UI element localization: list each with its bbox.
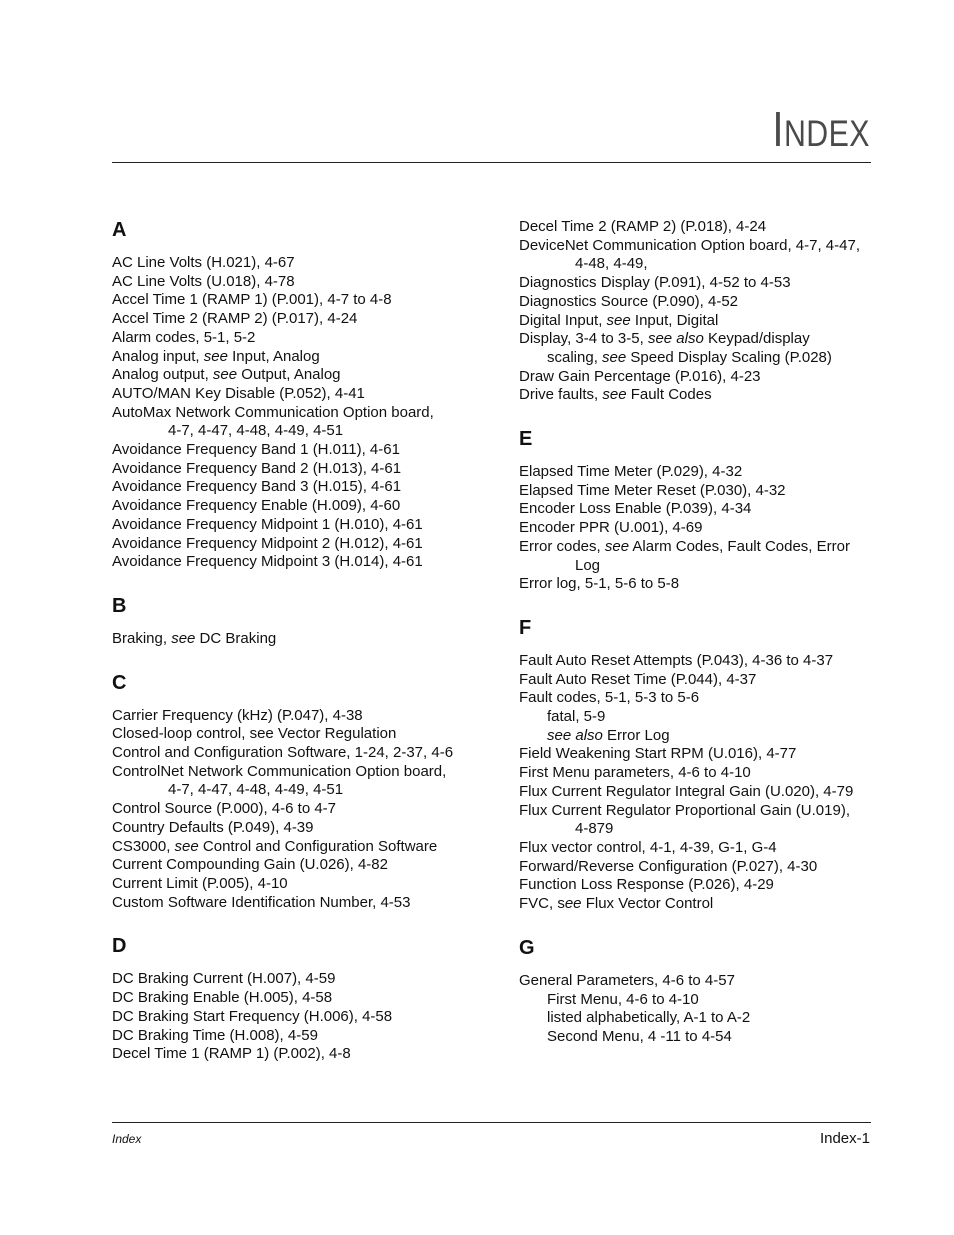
index-entry: Carrier Frequency (kHz) (P.047), 4-38: [112, 706, 363, 724]
index-entry: Function Loss Response (P.026), 4-29: [519, 876, 774, 894]
index-section-g: [519, 936, 889, 1047]
index-entry: General Parameters, 4-6 to 4-57: [519, 971, 735, 989]
index-subentry: Second Menu, 4 -11 to 4-54: [547, 1027, 732, 1045]
index-entry: Closed-loop control, see Vector Regulation: [112, 725, 397, 743]
index-entry: ControlNet Network Communication Option board, 4-7, 4-47, 4-48, 4-49, 4-51: [112, 762, 447, 799]
index-entry: Custom Software Identification Number, 4-53: [112, 893, 411, 911]
index-entry: AutoMax Network Communication Option board, 4-7, 4-47, 4-48, 4-49, 4-51: [112, 403, 434, 440]
index-entry: DeviceNet Communication Option board, 4-7, 4-47, 4-48, 4-49,: [519, 236, 861, 273]
index-entry: Forward/Reverse Configuration (P.027), 4-30: [519, 857, 818, 875]
index-entry: Avoidance Frequency Enable (H.009), 4-60: [112, 497, 401, 515]
page-number: Index-1: [819, 1130, 870, 1147]
index-entry: Error log, 5-1, 5-6 to 5-8: [519, 575, 680, 593]
index-entry: Accel Time 1 (RAMP 1) (P.001), 4-7 to 4-8: [112, 291, 392, 309]
index-section-a: [112, 218, 502, 572]
index-entry: DC Braking Start Frequency (H.006), 4-58: [112, 1007, 393, 1025]
index-entry: Avoidance Frequency Midpoint 1 (H.010), 4-61: [112, 515, 423, 533]
index-section-d: [112, 934, 502, 1064]
index-entry: Flux vector control, 4-1, 4-39, G-1, G-4: [519, 838, 777, 856]
index-entry: Flux Current Regulator Integral Gain (U.020), 4-79: [519, 782, 854, 800]
section-letter: G: [519, 936, 535, 959]
index-entry: Field Weakening Start RPM (U.016), 4-77: [519, 745, 797, 763]
index-entry: AC Line Volts (H.021), 4-67: [112, 254, 295, 271]
index-entry: Encoder PPR (U.001), 4-69: [519, 519, 703, 537]
index-entry: Current Limit (P.005), 4-10: [112, 874, 288, 892]
index-entry: AC Line Volts (U.018), 4-78: [112, 272, 295, 290]
footer-rule: [112, 1122, 871, 1123]
index-section-b: [112, 594, 502, 649]
index-entry: Draw Gain Percentage (P.016), 4-23: [519, 367, 761, 385]
index-entry: CS3000, see Control and Configuration Software: [112, 837, 438, 855]
index-subentry: see also Error Log: [547, 726, 670, 744]
index-entry: Control and Configuration Software, 1-24, 2-37, 4-6: [112, 744, 454, 762]
index-entry: Avoidance Frequency Band 3 (H.015), 4-61: [112, 478, 402, 496]
index-column-left: [112, 218, 502, 1086]
index-entry: Elapsed Time Meter Reset (P.030), 4-32: [519, 481, 786, 499]
index-section-c: [112, 671, 502, 913]
index-subentry: First Menu, 4-6 to 4-10: [547, 990, 699, 1008]
index-entry: Encoder Loss Enable (P.039), 4-34: [519, 500, 752, 518]
section-letter: B: [112, 594, 127, 617]
index-entry: Decel Time 2 (RAMP 2) (P.018), 4-24: [519, 218, 767, 235]
section-letter: D: [112, 935, 127, 958]
index-entry: FVC, see Flux Vector Control: [519, 895, 714, 913]
index-subentry: listed alphabetically, A-1 to A-2: [547, 1009, 751, 1027]
index-entry: Current Compounding Gain (U.026), 4-82: [112, 856, 388, 874]
index-section-f: [519, 616, 889, 914]
index-entry: Avoidance Frequency Band 2 (H.013), 4-61: [112, 459, 402, 477]
header-rule: [112, 162, 871, 163]
section-letter: C: [112, 671, 127, 694]
index-entry: Avoidance Frequency Band 1 (H.011), 4-61: [112, 441, 400, 459]
index-entry: DC Braking Enable (H.005), 4-58: [112, 989, 333, 1007]
index-entry: Control Source (P.000), 4-6 to 4-7: [112, 800, 337, 818]
index-entry: Analog input, see Input, Analog: [112, 347, 320, 365]
index-entry: Country Defaults (P.049), 4-39: [112, 818, 314, 836]
index-entry: Avoidance Frequency Midpoint 3 (H.014), 4-61: [112, 553, 423, 571]
index-entry: Fault codes, 5-1, 5-3 to 5-6: [519, 689, 700, 707]
index-entry: Accel Time 2 (RAMP 2) (P.017), 4-24: [112, 310, 358, 328]
section-letter: F: [519, 616, 532, 639]
index-entry: Drive faults, see Fault Codes: [519, 386, 712, 404]
footer-section-name: Index: [112, 1132, 142, 1146]
index-entry: Analog output, see Output, Analog: [112, 366, 341, 384]
index-entry: DC Braking Current (H.007), 4-59: [112, 970, 336, 988]
index-entry: Elapsed Time Meter (P.029), 4-32: [519, 463, 743, 481]
index-entry: Flux Current Regulator Proportional Gain (U.019), 4-879: [519, 801, 850, 838]
index-column-right: [519, 218, 889, 1069]
index-entry: Diagnostics Source (P.090), 4-52: [519, 292, 739, 310]
index-entry: DC Braking Time (H.008), 4-59: [112, 1026, 318, 1044]
index-section-d-continued: [519, 218, 889, 405]
index-subentry: fatal, 5-9: [547, 708, 606, 726]
page-title: INDEX: [772, 103, 870, 157]
index-entry: Display, 3-4 to 3-5, see also Keypad/display scaling, see Speed Display Scaling (P.028): [519, 330, 832, 366]
section-letter: E: [519, 428, 533, 451]
index-entry: Digital Input, see Input, Digital: [519, 311, 719, 329]
index-section-e: [519, 427, 889, 594]
index-entry: Avoidance Frequency Midpoint 2 (H.012), 4-61: [112, 534, 423, 552]
index-entry: Braking, see DC Braking: [112, 629, 277, 647]
index-entry: AUTO/MAN Key Disable (P.052), 4-41: [112, 384, 365, 402]
index-entry: First Menu parameters, 4-6 to 4-10: [519, 764, 751, 782]
index-entry: Error codes, see Alarm Codes, Fault Codes, Error Log: [519, 537, 850, 574]
index-entry: Fault Auto Reset Attempts (P.043), 4-36 to 4-37: [519, 651, 834, 669]
index-entry: Diagnostics Display (P.091), 4-52 to 4-53: [519, 274, 791, 292]
index-entry: Alarm codes, 5-1, 5-2: [112, 328, 256, 346]
index-entry: Decel Time 1 (RAMP 1) (P.002), 4-8: [112, 1045, 351, 1063]
section-letter: A: [112, 219, 127, 241]
index-entry: Fault Auto Reset Time (P.044), 4-37: [519, 670, 757, 688]
